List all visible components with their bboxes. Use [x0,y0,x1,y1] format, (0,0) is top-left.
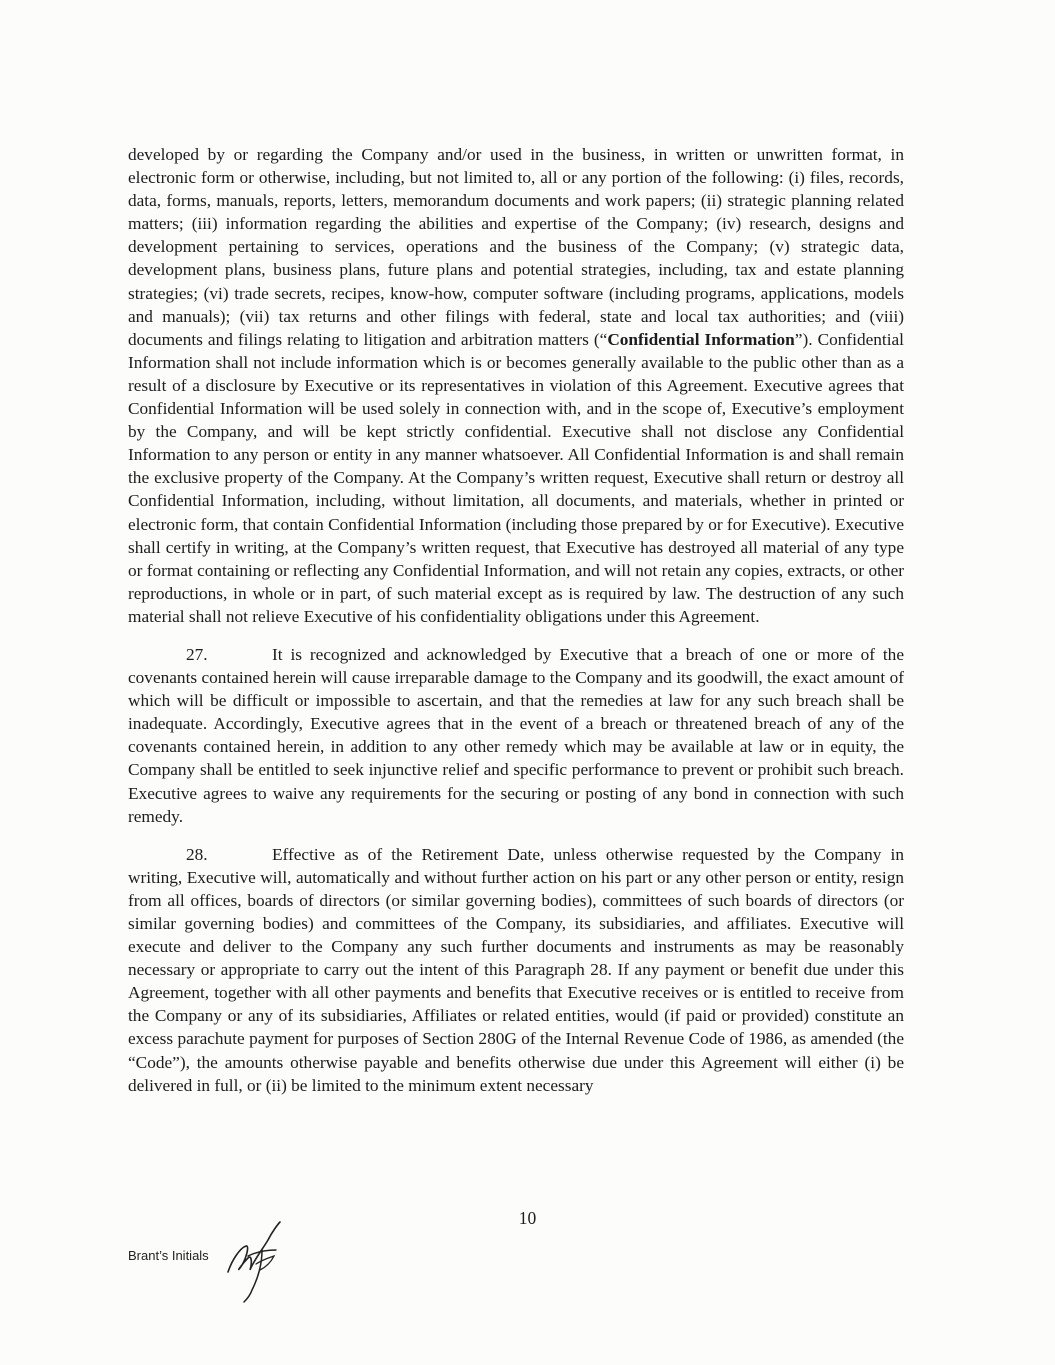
paragraph-27-number: 27. [186,644,208,664]
initials-label: Brant’s Initials [128,1248,209,1263]
handwritten-initials-signature [222,1220,282,1304]
paragraph-27-text: It is recognized and acknowledged by Executive that a breach of one or more of the covenants contained herein will cause irreparable damage to the Company and its goodwill, the exact amount of which will be difficult or impossible to ascertain, and that the remedies at law for any such breach shall be inadequate. Accordingly, Executive agrees that in the event of a breach or threatened breach of any of the covenants contained herein, in addition to any other remedy which may be available at law or in equity, the Company shall be entitled to seek injunctive relief and specific performance to prevent or prohibit such breach. Executive agrees to waive any requirements for the securing or posting of any bond in connection with such remedy. [128,644,904,826]
paragraph-26-text-end: ”). Confidential Information shall not include information which is or becomes generally available to the public other than as a result of a disclosure by Executive or its representatives in violation of this Agreement. Executive agrees that Confidential Information will be used solely in connection with, and in the scope of, Executive’s employment by the Company, and will be kept strictly confidential. Executive shall not disclose any Confidential Information to any person or entity in any manner whatsoever. All Confidential Information is and shall remain the exclusive property of the Company. At the Company’s written request, Executive shall return or destroy all Confidential Information, including, without limitation, all documents, and materials, whether in printed or electronic form, that contain Confidential Information (including those prepared by or for Executive). Executive shall certify in writing, at the Company’s written request, that Executive has destroyed all material of any type or format containing or reflecting any Confidential Information, and will not retain any copies, extracts, or other reproductions, in whole or in part, of such material except as is required by law. The destruction of any such material shall not relieve Executive of his confidentiality obligations under this Agreement. [128,329,904,626]
paragraph-26-text-start: developed by or regarding the Company and/or used in the business, in written or unwritten format, in electronic form or otherwise, including, but not limited to, all or any portion of the following: (i) files, records, data, forms, manuals, reports, letters, memorandum documents and work papers; (ii) strategic planning related matters; (iii) information regarding the abilities and expertise of the Company; (iv) research, designs and development pertaining to services, operations and the business of the Company; (v) strategic data, development plans, business plans, future plans and potential strategies, including, tax and estate planning strategies; (vi) trade secrets, recipes, know-how, computer software (including programs, applications, models and manuals); (vii) tax returns and other filings with federal, state and local tax authorities; and (viii) documents and filings relating to litigation and arbitration matters (“ [128,145,904,349]
paragraph-27 [128,643,904,828]
page-number: 10 [518,1208,537,1228]
defined-term-confidential-information: Confidential Information [607,329,795,349]
document-body [128,143,904,1112]
paragraph-28 [128,843,904,1097]
paragraph-28-text: Effective as of the Retirement Date, unless otherwise requested by the Company in writing, Executive will, automatically and without further action on his part or any other person or entity, resign from all offices, boards of directors (or similar governing bodies), committees of such boards of directors (or similar governing bodies) and committees of the Company, its subsidiaries, and affiliates. Executive will execute and deliver to the Company any such further documents and instruments as may be reasonably necessary or appropriate to carry out the intent of this Paragraph 28. If any payment or benefit due under this Agreement, together with all other payments and benefits that Executive receives or is entitled to receive from the Company or any of its subsidiaries, Affiliates or related entities, would (if paid or provided) constitute an excess parachute payment for purposes of Section 280G of the Internal Revenue Code of 1986, as amended (the “Code”), the amounts otherwise payable and benefits otherwise due under this Agreement will either (i) be delivered in full, or (ii) be limited to the minimum extent necessary [128,844,904,1095]
paragraph-28-number: 28. [186,844,208,864]
paragraph-26-continued [128,143,904,628]
